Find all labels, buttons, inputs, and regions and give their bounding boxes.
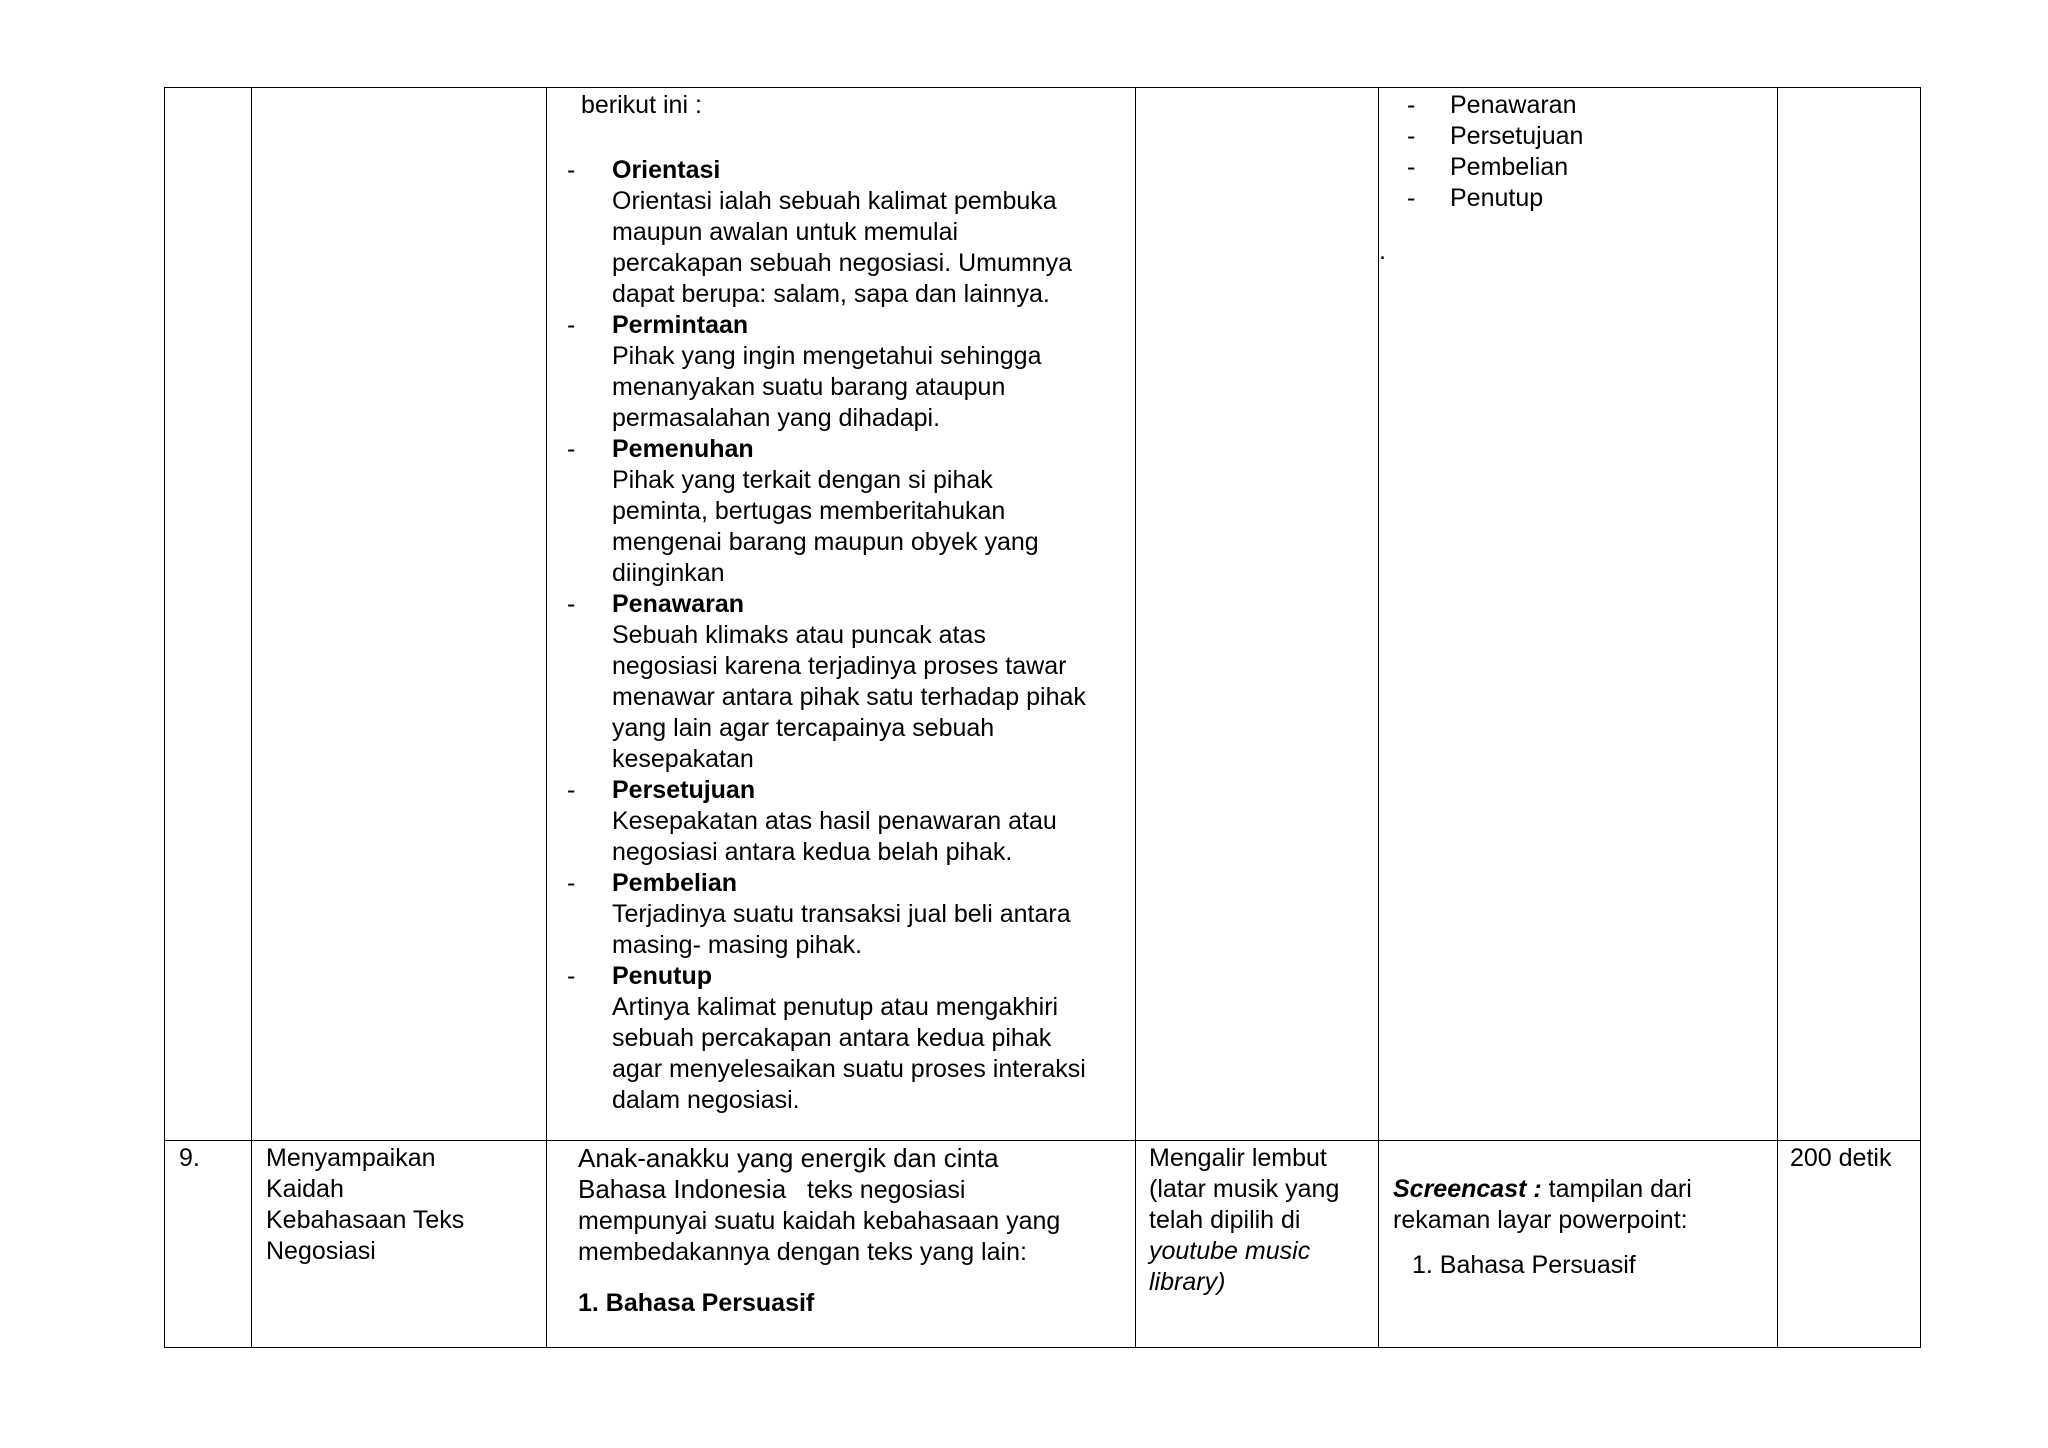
item-description: negosiasi antara kedua belah pihak. — [612, 838, 1013, 866]
cell-activity — [252, 1141, 547, 1348]
summary-item: Penawaran — [1450, 91, 1577, 119]
dash-marker: - — [1407, 153, 1416, 181]
item-title: Pembelian — [612, 869, 738, 897]
cell-number — [165, 1141, 252, 1348]
list-item — [547, 868, 1135, 961]
item-description: Pihak yang terkait dengan si pihak — [612, 466, 993, 494]
summary-item: Penutup — [1450, 184, 1544, 212]
music-line: telah dipilih di — [1149, 1206, 1301, 1234]
stray-dot: . — [1379, 237, 1386, 265]
item-description: Orientasi ialah sebuah kalimat pembuka — [612, 187, 1057, 215]
activity-line: Kebahasaan Teks — [266, 1206, 465, 1234]
dash-marker: - — [567, 156, 576, 184]
cell-number — [165, 88, 252, 1141]
list-item — [1379, 121, 1777, 152]
item-description: yang lain agar tercapainya sebuah — [612, 714, 995, 742]
list-item — [547, 961, 1135, 1116]
item-title: Orientasi — [612, 156, 721, 184]
item-description: masing- masing pihak. — [612, 931, 863, 959]
list-item — [547, 589, 1135, 775]
cell-duration — [1778, 1141, 1921, 1348]
narration-line: membedakannya dengan teks yang lain: — [578, 1238, 1027, 1266]
cell-duration — [1778, 88, 1921, 1141]
narration-body — [578, 1206, 1135, 1268]
item-title: Penawaran — [612, 590, 745, 618]
activity-line: Menyampaikan — [266, 1144, 436, 1172]
cell-activity — [252, 88, 547, 1141]
dash-marker: - — [567, 962, 576, 990]
lesson-table — [164, 87, 1921, 1348]
item-description: menanyakan suatu barang ataupun — [612, 373, 1006, 401]
dash-marker: - — [567, 435, 576, 463]
activity-text — [252, 1141, 546, 1267]
list-item — [547, 310, 1135, 434]
list-item — [547, 155, 1135, 310]
dash-marker: - — [567, 311, 576, 339]
cell-narration — [547, 88, 1136, 1141]
music-source-line: youtube music — [1149, 1237, 1311, 1265]
item-description: sebuah percakapan antara kedua pihak — [612, 1024, 1052, 1052]
item-title: Persetujuan — [612, 776, 756, 804]
dash-marker: - — [567, 869, 576, 897]
list-item — [1379, 152, 1777, 183]
summary-item: Persetujuan — [1450, 122, 1584, 150]
list-item — [1379, 90, 1777, 121]
narration-emphasis: Bahasa Indonesia — [578, 1174, 787, 1204]
item-title: Penutup — [612, 962, 712, 990]
dash-marker: - — [1407, 184, 1416, 212]
narration-point: 1. Bahasa Persuasif — [578, 1289, 815, 1317]
activity-line: Kaidah — [266, 1175, 344, 1203]
item-description: dalam negosiasi. — [612, 1086, 800, 1114]
activity-line: Negosiasi — [266, 1237, 376, 1265]
cell-visual — [1379, 1141, 1778, 1348]
visual-point: 1. Bahasa Persuasif — [1412, 1251, 1636, 1279]
cell-narration — [547, 1141, 1136, 1348]
item-description: maupun awalan untuk memulai — [612, 218, 959, 246]
list-item — [547, 775, 1135, 868]
music-line: Mengalir lembut — [1149, 1144, 1327, 1172]
visual-text-2: rekaman layar powerpoint: — [1393, 1206, 1688, 1234]
table-row — [165, 88, 1921, 1141]
item-description: dapat berupa: salam, sapa dan lainnya. — [612, 280, 1050, 308]
item-description: diinginkan — [612, 559, 725, 587]
dash-marker: - — [567, 776, 576, 804]
item-description: Sebuah klimaks atau puncak atas — [612, 621, 986, 649]
cell-music — [1136, 1141, 1379, 1348]
music-source-line: library) — [1149, 1268, 1226, 1296]
item-description: permasalahan yang dihadapi. — [612, 404, 941, 432]
dash-marker: - — [567, 590, 576, 618]
list-item — [1379, 183, 1777, 214]
row-number: 9. — [179, 1144, 200, 1172]
item-description: Artinya kalimat penutup atau mengakhiri — [612, 993, 1059, 1021]
narration-text: teks negosiasi — [807, 1176, 966, 1204]
item-description: menawar antara pihak satu terhadap pihak — [612, 683, 1086, 711]
music-source — [1149, 1236, 1378, 1298]
intro-text: berikut ini : — [581, 91, 702, 119]
dash-marker: - — [1407, 122, 1416, 150]
summary-item: Pembelian — [1450, 153, 1569, 181]
cell-music — [1136, 88, 1379, 1141]
item-description: peminta, bertugas memberitahukan — [612, 497, 1006, 525]
narration-line: Anak-anakku yang energik dan cinta — [578, 1143, 999, 1173]
dash-marker: - — [1407, 91, 1416, 119]
visual-text: tampilan dari — [1541, 1175, 1692, 1203]
item-title: Permintaan — [612, 311, 749, 339]
structure-list — [547, 155, 1135, 1116]
visual-label: Screencast : — [1393, 1175, 1542, 1203]
music-line: (latar musik yang — [1149, 1175, 1340, 1203]
item-description: Terjadinya suatu transaksi jual beli antara — [612, 900, 1071, 928]
item-description: Kesepakatan atas hasil penawaran atau — [612, 807, 1057, 835]
item-description: Pihak yang ingin mengetahui sehingga — [612, 342, 1042, 370]
item-title: Pemenuhan — [612, 435, 754, 463]
item-description: kesepakatan — [612, 745, 754, 773]
table-row — [165, 1141, 1921, 1348]
narration-line: mempunyai suatu kaidah kebahasaan yang — [578, 1207, 1061, 1235]
item-description: mengenai barang maupun obyek yang — [612, 528, 1039, 556]
music-text — [1149, 1143, 1378, 1236]
item-description: percakapan sebuah negosiasi. Umumnya — [612, 249, 1072, 277]
cell-visual — [1379, 88, 1778, 1141]
structure-summary-list — [1379, 88, 1777, 214]
item-description: negosiasi karena terjadinya proses tawar — [612, 652, 1067, 680]
duration: 200 detik — [1790, 1144, 1892, 1172]
item-description: agar menyelesaikan suatu proses interaksi — [612, 1055, 1086, 1083]
list-item — [547, 434, 1135, 589]
